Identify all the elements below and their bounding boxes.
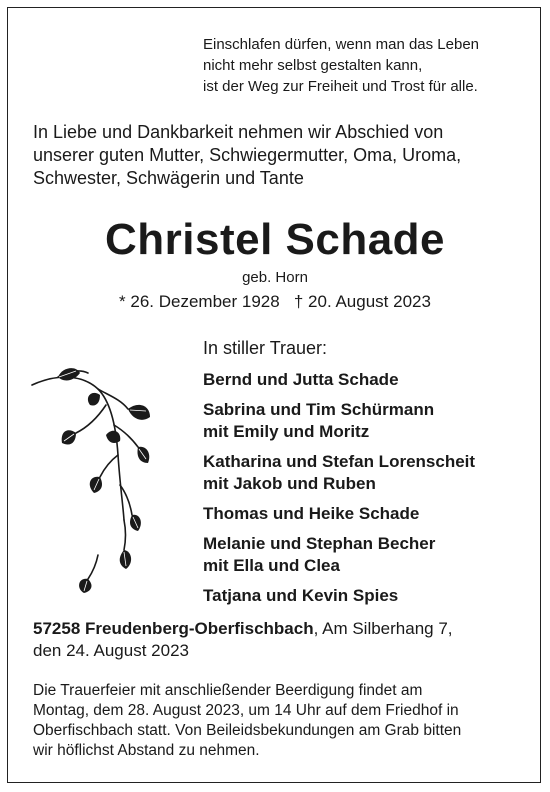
mourner-line: Thomas und Heike Schade: [203, 504, 420, 523]
life-dates: * 26. Dezember 1928 † 20. August 2023: [119, 292, 431, 311]
mourner-line: Melanie und Stephan Becher: [203, 534, 436, 553]
funeral-line: Die Trauerfeier mit anschließender Beerdigung findet am: [33, 682, 423, 699]
mourner-line: mit Emily und Moritz: [203, 422, 370, 441]
mourner-line: Bernd und Jutta Schade: [203, 370, 399, 389]
mourners-list: [203, 369, 475, 615]
mourner-line: Tatjana und Kevin Spies: [203, 586, 399, 605]
mourner-line: Sabrina und Tim Schürmann: [203, 400, 435, 419]
intro-line: Schwester, Schwägerin und Tante: [33, 168, 304, 188]
deceased-name: Christel Schade: [104, 215, 446, 264]
funeral-info: [33, 681, 461, 761]
address-place: 57258 Freudenberg-Oberfischbach: [33, 619, 314, 638]
poem-line: ist der Weg zur Freiheit und Trost für alle.: [203, 78, 478, 95]
intro-line: In Liebe und Dankbarkeit nehmen wir Abschied von: [33, 122, 444, 142]
mourner-group: [203, 451, 475, 495]
address-line: [33, 618, 453, 640]
mourner-group: [203, 369, 475, 391]
mourning-label: In stiller Trauer:: [203, 338, 328, 358]
poem: [203, 34, 479, 97]
mourner-group: [203, 399, 475, 443]
poem-line: Einschlafen dürfen, wenn man das Leben: [203, 36, 480, 53]
mourner-line: mit Jakob und Ruben: [203, 474, 376, 493]
branch-leaves-icon: [28, 365, 158, 595]
mourner-group: [203, 585, 475, 607]
mourner-line: Katharina und Stefan Lorenscheit: [203, 452, 476, 471]
funeral-line: Montag, dem 28. August 2023, um 14 Uhr auf dem Friedhof in: [33, 702, 459, 719]
funeral-line: wir höflichst Abstand zu nehmen.: [33, 742, 260, 759]
intro-text: [33, 121, 461, 190]
maiden-name: geb. Horn: [242, 269, 308, 286]
address-street: , Am Silberhang 7,: [313, 619, 453, 638]
funeral-line: Oberfischbach statt. Von Beileidsbekundungen am Grab bitten: [33, 722, 462, 739]
poem-line: nicht mehr selbst gestalten kann,: [203, 57, 423, 74]
mourner-group: [203, 503, 475, 525]
address-date: den 24. August 2023: [33, 641, 189, 660]
address-block: [33, 618, 453, 662]
intro-line: unserer guten Mutter, Schwiegermutter, Oma, Uroma,: [33, 145, 462, 165]
mourner-group: [203, 533, 475, 577]
mourner-line: mit Ella und Clea: [203, 556, 340, 575]
